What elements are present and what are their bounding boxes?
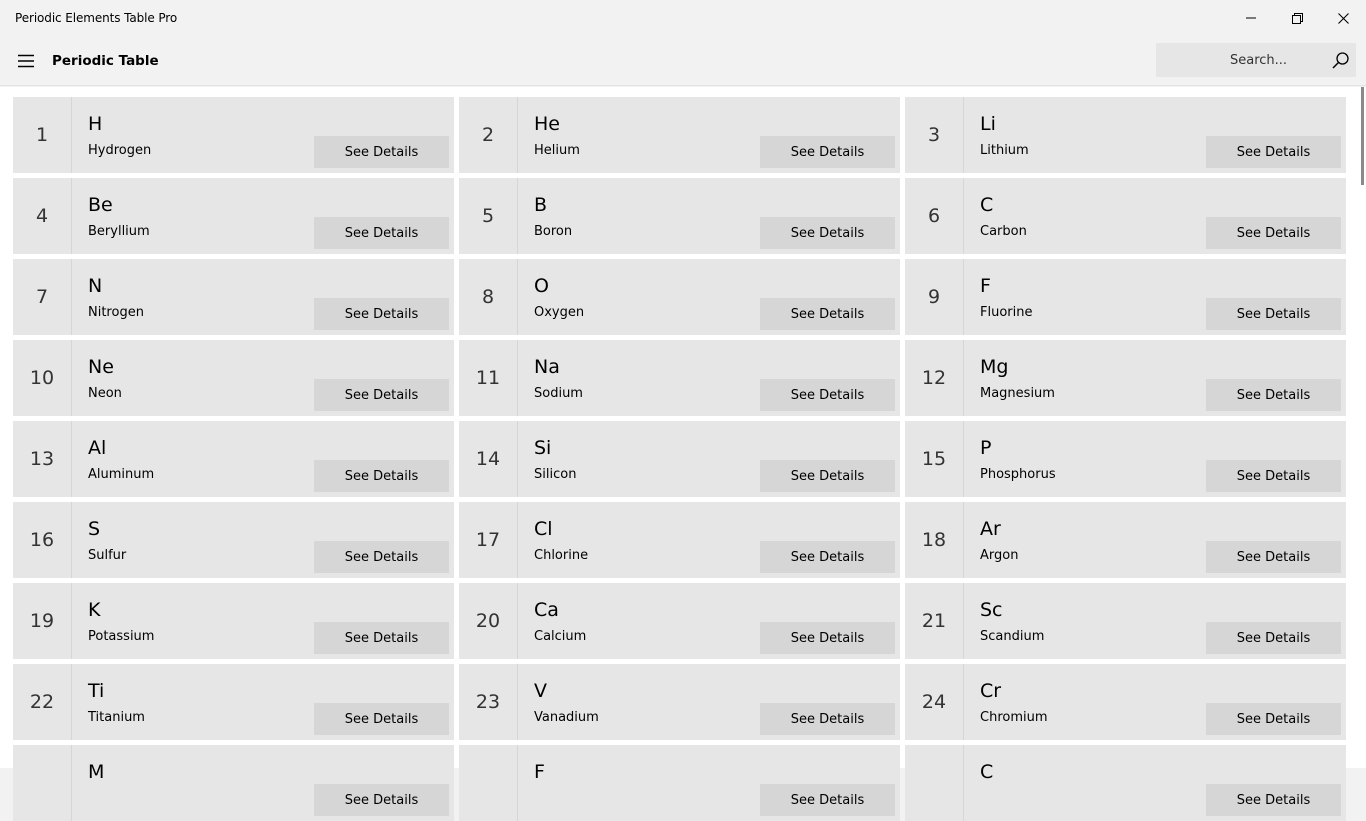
element-name: Boron [534, 224, 573, 239]
element-name: Oxygen [534, 305, 585, 320]
elements-grid [13, 97, 1346, 821]
atomic-number: 2 [459, 97, 518, 173]
element-symbol: S [88, 518, 101, 540]
element-symbol: Na [534, 356, 560, 378]
element-card[interactable] [13, 259, 454, 335]
scrollbar[interactable] [1361, 87, 1364, 185]
atomic-number: 23 [459, 664, 518, 740]
element-name: Phosphorus [980, 467, 1056, 482]
atomic-number: 3 [905, 97, 964, 173]
element-symbol: Ca [534, 599, 559, 621]
element-symbol: F [534, 761, 545, 783]
element-symbol: C [980, 194, 994, 216]
atomic-number: 15 [905, 421, 964, 497]
element-name: Nitrogen [88, 305, 144, 320]
atomic-number [13, 745, 72, 821]
see-details-button[interactable]: See Details [760, 703, 895, 735]
see-details-button[interactable]: See Details [1206, 217, 1341, 249]
element-name: Scandium [980, 629, 1045, 644]
see-details-button[interactable]: See Details [760, 217, 895, 249]
atomic-number: 13 [13, 421, 72, 497]
atomic-number: 7 [13, 259, 72, 335]
element-card[interactable] [905, 340, 1346, 416]
element-card[interactable] [905, 745, 1346, 821]
element-name: Aluminum [88, 467, 155, 482]
close-icon [1338, 13, 1349, 24]
see-details-button[interactable]: See Details [760, 784, 895, 816]
element-card[interactable] [905, 178, 1346, 254]
element-card[interactable] [13, 178, 454, 254]
atomic-number: 8 [459, 259, 518, 335]
element-card[interactable] [13, 421, 454, 497]
atomic-number: 18 [905, 502, 964, 578]
see-details-button[interactable]: See Details [760, 136, 895, 168]
element-name: Calcium [534, 629, 587, 644]
element-card[interactable] [905, 97, 1346, 173]
element-name: Potassium [88, 629, 155, 644]
element-name: Sulfur [88, 548, 127, 563]
element-card[interactable] [459, 421, 900, 497]
see-details-button[interactable]: See Details [1206, 298, 1341, 330]
element-card[interactable] [13, 745, 454, 821]
see-details-button[interactable]: See Details [760, 460, 895, 492]
search-input[interactable] [1156, 43, 1324, 77]
element-symbol: F [980, 275, 991, 297]
atomic-number: 1 [13, 97, 72, 173]
see-details-button[interactable]: See Details [1206, 703, 1341, 735]
restore-icon [1292, 13, 1303, 24]
elements-list-view[interactable] [0, 87, 1366, 808]
element-card[interactable] [459, 745, 900, 821]
atomic-number: 16 [13, 502, 72, 578]
element-name: Chromium [980, 710, 1048, 725]
search-box [1156, 43, 1356, 77]
see-details-button[interactable]: See Details [760, 541, 895, 573]
atomic-number: 20 [459, 583, 518, 659]
element-symbol: Cl [534, 518, 553, 540]
see-details-button[interactable]: See Details [314, 136, 449, 168]
element-card[interactable] [13, 664, 454, 740]
atomic-number: 21 [905, 583, 964, 659]
element-card[interactable] [13, 97, 454, 173]
see-details-button[interactable]: See Details [760, 379, 895, 411]
app-header [0, 36, 1366, 86]
see-details-button[interactable]: See Details [760, 298, 895, 330]
element-symbol: He [534, 113, 560, 135]
element-name: Vanadium [534, 710, 599, 725]
element-name: Sodium [534, 386, 583, 401]
see-details-button[interactable]: See Details [314, 298, 449, 330]
element-symbol: Sc [980, 599, 1003, 621]
element-symbol: Ne [88, 356, 114, 378]
atomic-number: 17 [459, 502, 518, 578]
element-symbol: M [88, 761, 105, 783]
element-symbol: Mg [980, 356, 1009, 378]
element-name: Hydrogen [88, 143, 152, 158]
element-symbol: Be [88, 194, 113, 216]
see-details-button[interactable]: See Details [1206, 136, 1341, 168]
element-symbol: Al [88, 437, 107, 459]
atomic-number: 22 [13, 664, 72, 740]
element-card[interactable] [905, 259, 1346, 335]
minimize-button[interactable] [1228, 0, 1274, 36]
see-details-button[interactable]: See Details [1206, 379, 1341, 411]
app-title: Periodic Elements Table Pro [15, 11, 178, 25]
element-symbol: H [88, 113, 103, 135]
element-name: Fluorine [980, 305, 1033, 320]
atomic-number: 6 [905, 178, 964, 254]
atomic-number: 11 [459, 340, 518, 416]
element-name: Titanium [88, 710, 145, 725]
title-bar [0, 0, 1366, 36]
element-symbol: Ar [980, 518, 1001, 540]
element-name: Magnesium [980, 386, 1055, 401]
element-symbol: Cr [980, 680, 1002, 702]
element-card[interactable] [13, 502, 454, 578]
element-card[interactable] [459, 583, 900, 659]
element-card[interactable] [905, 664, 1346, 740]
element-symbol: Li [980, 113, 996, 135]
element-name: Neon [88, 386, 122, 401]
minimize-icon [1246, 13, 1256, 23]
element-symbol: Si [534, 437, 552, 459]
element-symbol: P [980, 437, 992, 459]
element-card[interactable] [905, 502, 1346, 578]
see-details-button[interactable]: See Details [1206, 784, 1341, 816]
restore-button[interactable] [1274, 0, 1320, 36]
search-button[interactable] [1324, 43, 1356, 77]
element-card[interactable] [905, 421, 1346, 497]
element-card[interactable] [13, 340, 454, 416]
element-symbol: O [534, 275, 549, 297]
atomic-number [459, 745, 518, 821]
element-card[interactable] [459, 259, 900, 335]
search-icon [1332, 52, 1349, 69]
element-symbol: Ti [88, 680, 105, 702]
atomic-number: 12 [905, 340, 964, 416]
see-details-button[interactable]: See Details [1206, 622, 1341, 654]
hamburger-icon [18, 54, 34, 68]
element-symbol: V [534, 680, 547, 702]
atomic-number: 14 [459, 421, 518, 497]
see-details-button[interactable]: See Details [314, 703, 449, 735]
element-name: Silicon [534, 467, 577, 482]
see-details-button[interactable]: See Details [314, 541, 449, 573]
element-card[interactable] [459, 664, 900, 740]
element-name: Beryllium [88, 224, 150, 239]
see-details-button[interactable]: See Details [314, 622, 449, 654]
close-button[interactable] [1320, 0, 1366, 36]
see-details-button[interactable]: See Details [314, 784, 449, 816]
element-card[interactable] [459, 97, 900, 173]
element-symbol: N [88, 275, 103, 297]
element-card[interactable] [459, 502, 900, 578]
see-details-button[interactable]: See Details [314, 217, 449, 249]
see-details-button[interactable]: See Details [760, 622, 895, 654]
page-title: Periodic Table [52, 53, 159, 69]
menu-button[interactable] [6, 41, 46, 81]
element-symbol: K [88, 599, 101, 621]
atomic-number: 19 [13, 583, 72, 659]
atomic-number: 4 [13, 178, 72, 254]
see-details-button[interactable]: See Details [1206, 541, 1341, 573]
element-card[interactable] [459, 178, 900, 254]
atomic-number: 9 [905, 259, 964, 335]
element-name: Chlorine [534, 548, 589, 563]
element-name: Helium [534, 143, 580, 158]
element-card[interactable] [459, 340, 900, 416]
atomic-number: 10 [13, 340, 72, 416]
atomic-number [905, 745, 964, 821]
element-symbol: C [980, 761, 994, 783]
atomic-number: 24 [905, 664, 964, 740]
element-name: Argon [980, 548, 1019, 563]
element-name: Lithium [980, 143, 1029, 158]
see-details-button[interactable]: See Details [1206, 460, 1341, 492]
element-card[interactable] [905, 583, 1346, 659]
see-details-button[interactable]: See Details [314, 460, 449, 492]
element-card[interactable] [13, 583, 454, 659]
see-details-button[interactable]: See Details [314, 379, 449, 411]
atomic-number: 5 [459, 178, 518, 254]
element-name: Carbon [980, 224, 1027, 239]
element-symbol: B [534, 194, 548, 216]
